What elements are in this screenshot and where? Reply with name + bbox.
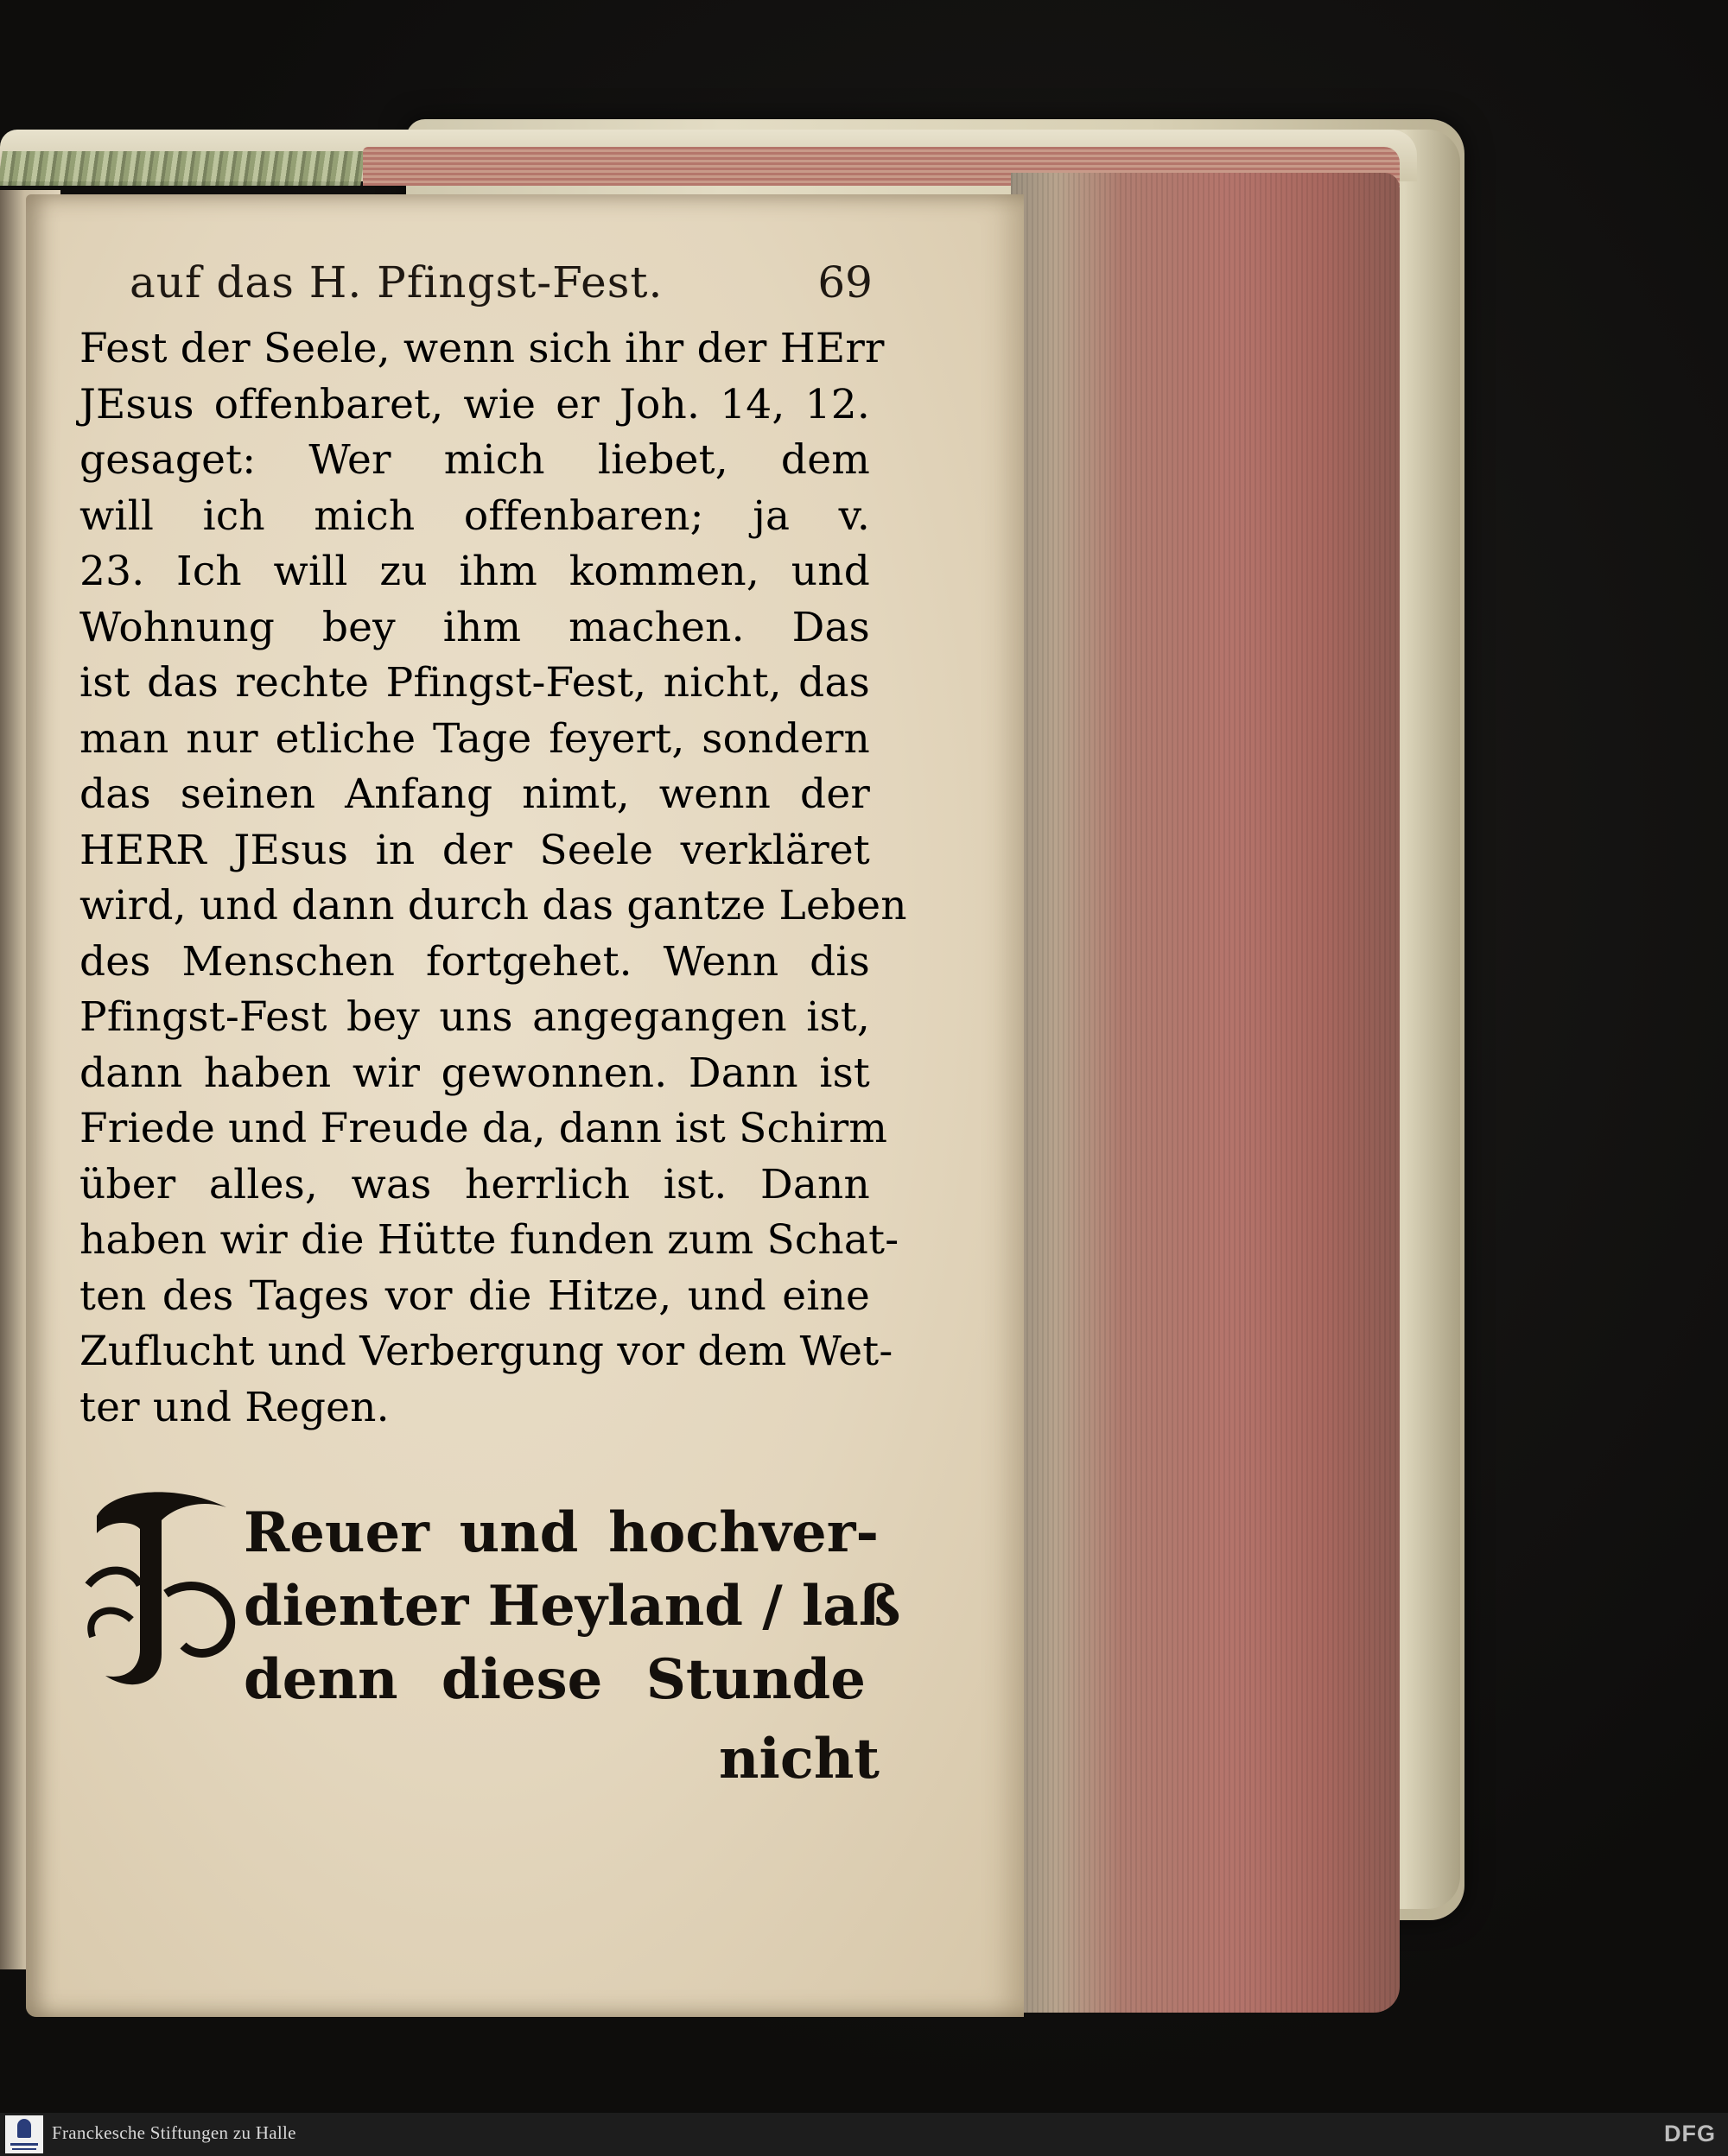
text-line: will ich mich offenbaren; ja v. [79, 491, 870, 540]
text-line: Friede und Freude da, dann ist Schirm [79, 1105, 888, 1152]
text-line: Pfingst-Fest bey uns angegangen ist, [79, 993, 870, 1041]
dfg-logo[interactable]: DFG [1664, 2121, 1716, 2146]
text-line: Wohnung bey ihm machen. Das [79, 603, 870, 651]
text-line: man nur etliche Tage feyert, sondern [79, 714, 870, 763]
text-line: Zuflucht und Verbergung vor dem Wet- [79, 1328, 893, 1375]
prayer-line: Reuer und hochver- [244, 1500, 879, 1565]
prayer-line: dienter Heyland / laß [244, 1574, 901, 1639]
text-line: das seinen Anfang nimt, wenn der [79, 770, 870, 818]
prayer-section [79, 1481, 901, 1853]
text-line: ten des Tages vor die Hitze, und eine [79, 1271, 870, 1320]
headband [0, 151, 365, 186]
running-head [130, 257, 873, 318]
text-line: HERR JEsus in der Seele verkläret [79, 826, 870, 874]
text-line: haben wir die Hütte funden zum Schat- [79, 1216, 899, 1264]
text-line: 23. Ich will zu ihm kommen, und [79, 548, 870, 595]
francke-foundation-logo-icon[interactable] [5, 2115, 43, 2153]
text-line: über alles, was herrlich ist. Dann [79, 1160, 870, 1208]
running-head-title: auf das H. Pfingst-Fest. [130, 257, 664, 308]
text-line: ter und Regen. [79, 1383, 390, 1431]
prayer-line: nicht [719, 1727, 880, 1791]
text-line: JEsus offenbaret, wie er Joh. 14, 12. [79, 380, 870, 428]
text-line: gesaget: Wer mich liebet, dem [79, 436, 870, 484]
page-number: 69 [817, 257, 873, 308]
prayer-line: denn diese Stunde [244, 1647, 866, 1712]
body-text [79, 321, 907, 1436]
text-line: wird, und dann durch das gantze Leben [79, 882, 907, 929]
institution-name: Franckesche Stiftungen zu Halle [52, 2122, 296, 2143]
text-line: dann haben wir gewonnen. Dann ist [79, 1049, 870, 1097]
text-line: des Menschen fortgehet. Wenn dis [79, 937, 870, 986]
viewer-footer [0, 2113, 1728, 2156]
text-line: Fest der Seele, wenn sich ihr der HErr [79, 325, 885, 372]
page-block-fore-edge [1011, 173, 1400, 2013]
text-line: ist das rechte Pfingst-Fest, nicht, das [79, 659, 870, 707]
